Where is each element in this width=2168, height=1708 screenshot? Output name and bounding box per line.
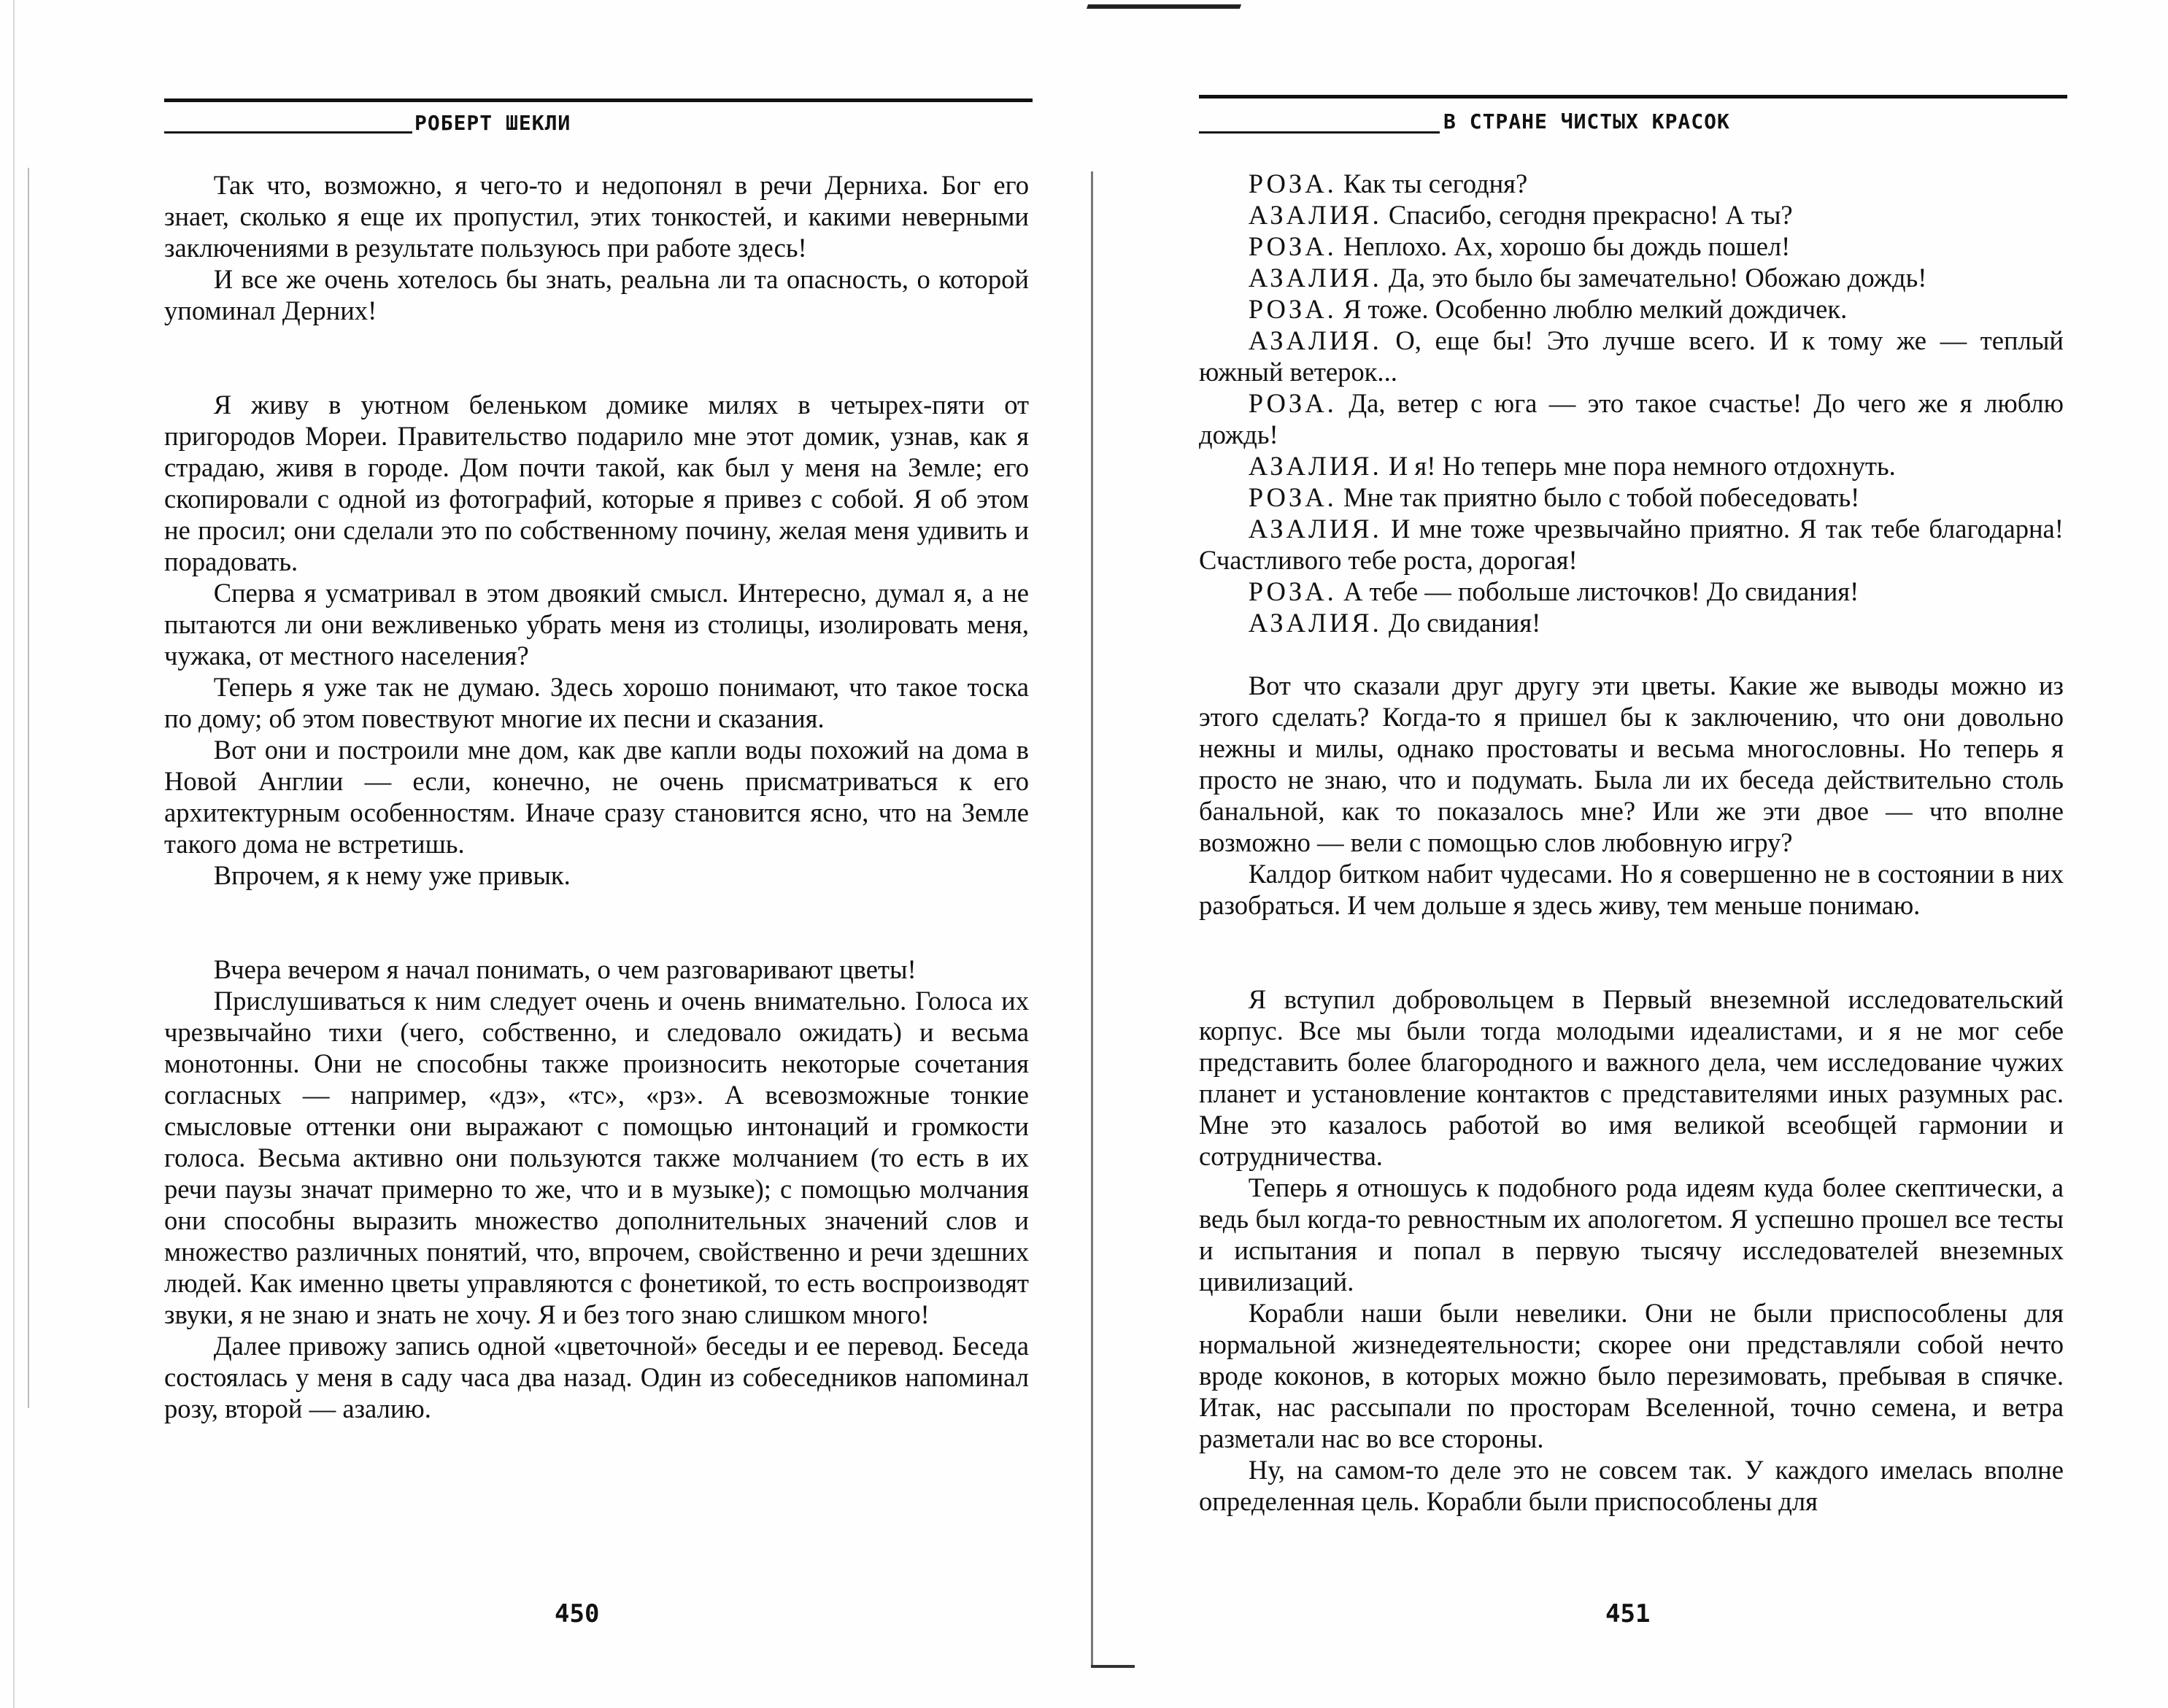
- dialogue-line: [1199, 262, 2064, 293]
- dialogue-speaker: АЗАЛИЯ.: [1248, 608, 1382, 638]
- dialogue-speaker: АЗАЛИЯ.: [1248, 325, 1382, 355]
- right-body-text: [1199, 168, 2064, 1517]
- left-header-underline: [164, 131, 412, 134]
- dialogue-line: [1199, 576, 2064, 607]
- dialogue-text: А тебе — побольше листочков! До свидания!: [1343, 576, 1859, 606]
- left-body-text: [164, 169, 1029, 1424]
- dialogue-line: [1199, 293, 2064, 325]
- right-header-top-rule: [1199, 95, 2067, 98]
- paragraph: Впрочем, я к нему уже привык.: [213, 860, 571, 890]
- paragraph: Я живу в уютном беленьком домике милях в четырех-пяти от пригородов Мореи. Правительство подарило мне этот домик, узнав, как я страдаю, живя в городе. Дом почти такой, как был у меня на Земле; его скопировали с одной из фотографий, которые я привез с собой. Я об этом не просил; они сделали это по собственному почину, желая меня удивить и порадовать.: [164, 390, 1029, 576]
- dialogue-speaker: РОЗА.: [1248, 231, 1337, 261]
- right-page-number: 451: [1605, 1599, 1651, 1628]
- dialogue-speaker: АЗАЛИЯ.: [1248, 200, 1382, 230]
- dialogue-text: Неплохо. Ах, хорошо бы дождь пошел!: [1343, 231, 1791, 261]
- dialogue-line: [1199, 199, 2064, 231]
- paragraph: Сперва я усматривал в этом двоякий смысл. Интересно, думал я, а не пытаются ли они вежливенько убрать меня из столицы, изолировать меня, чужака, от местного населения?: [164, 578, 1029, 671]
- paragraph: Я вступил добровольцем в Первый внеземной исследовательский корпус. Все мы были тогда молодыми идеалистами, и я не мог себе представить более благородного и важного дела, чем исследование чужих планет и установление контактов с представителями иных разумных рас. Мне это казалось работой во имя великой всеобщей гармонии и сотрудничества.: [1199, 984, 2064, 1171]
- paragraph: Теперь я уже так не думаю. Здесь хорошо понимают, что такое тоска по дому; об этом повествуют многие их песни и сказания.: [164, 672, 1029, 733]
- dialogue-text: До свидания!: [1388, 608, 1541, 638]
- left-edge-mark: [13, 0, 15, 1708]
- paragraph: Вот что сказали друг другу эти цветы. Какие же выводы можно из этого сделать? Когда-то я пришел бы к заключению, что они довольно нежны и милы, однако простоваты и весьма многословны. Но теперь я просто не знаю, что и подумать. Была ли их беседа действительно столь банальной, как то показалось мне? Или же эти двое — что вполне возможно — вели с помощью слов любовную игру?: [1199, 671, 2064, 857]
- dialogue-line: [1199, 231, 2064, 262]
- dialogue-line: [1199, 450, 2064, 482]
- left-edge-mark: [28, 168, 29, 1408]
- paragraph: Далее привожу запись одной «цветочной» беседы и ее перевод. Беседа состоялась у меня в саду часа два назад. Один из собеседников напоминал розу, второй — азалию.: [164, 1331, 1029, 1423]
- dialogue-text: Как ты сегодня?: [1343, 169, 1528, 198]
- right-header-underline: [1199, 131, 1440, 134]
- dialogue-line: [1199, 607, 2064, 638]
- dialogue-text: И мне тоже чрезвычайно приятно. Я так тебе благодарна! Счастливого тебе роста, дорогая!: [1199, 514, 2064, 575]
- paragraph: Корабли наши были невелики. Они не были приспособлены для нормальной жизнедеятельности; скорее они представляли собой нечто вроде коконов, в которых можно было перезимовать, пребывая в спячке. Итак, нас рассыпали по просторам Вселенной, точно семена, и ветра разметали нас во все стороны.: [1199, 1298, 2064, 1453]
- paragraph: Вчера вечером я начал понимать, о чем разговаривают цветы!: [213, 954, 917, 984]
- dialogue-text: Да, это было бы замечательно! Обожаю дождь!: [1388, 263, 1927, 293]
- dialogue-text: О, еще бы! Это лучше всего. И к тому же — теплый южный ветерок...: [1199, 325, 2064, 387]
- paragraph: Вот они и построили мне дом, как две капли воды похожий на дома в Новой Англии — если, конечно, не очень присматриваться к его архитектурным особенностям. Иначе сразу становится ясно, что на Земле такого дома не встретишь.: [164, 735, 1029, 859]
- right-running-header: В СТРАНЕ ЧИСТЫХ КРАСОК: [1443, 109, 1730, 134]
- dialogue-speaker: РОЗА.: [1248, 576, 1337, 606]
- dialogue-speaker: АЗАЛИЯ.: [1248, 263, 1382, 293]
- dialogue-text: Спасибо, сегодня прекрасно! А ты?: [1388, 200, 1793, 230]
- paragraph: Так что, возможно, я чего-то и недопонял в речи Дерниха. Бог его знает, сколько я еще их пропустил, этих тонкостей, и какими неверными заключениями в результате пользуюсь при работе здесь!: [164, 170, 1029, 263]
- paragraph: Ну, на самом-то деле это не совсем так. У каждого имелась вполне определенная цель. Корабли были приспособлены для: [1199, 1455, 2064, 1516]
- dialogue-speaker: РОЗА.: [1248, 482, 1337, 512]
- dialogue-speaker: РОЗА.: [1248, 169, 1337, 198]
- dialogue-speaker: РОЗА.: [1248, 388, 1337, 418]
- paragraph: Теперь я отношусь к подобного рода идеям куда более скептически, а ведь был когда-то ревностным их апологетом. Я успешно прошел все тесты и испытания и попал в первую тысячу исследователей внеземных цивилизаций.: [1199, 1172, 2064, 1297]
- left-page: [0, 0, 1080, 1708]
- paragraph: Прислушиваться к ним следует очень и очень внимательно. Голоса их чрезвычайно тихи (чего, собственно, и следовало ожидать) и весьма монотонны. Они не способны также произносить некоторые сочетания согласных — например, «дз», «тс», «рз». А всевозможные тонкие смысловые оттенки они выражают с помощью интонаций и громкости голоса. Весьма активно они пользуются также молчанием (то есть в их речи паузы значат примерно то же, что и в музыке); с помощью молчания они способны выразить множество дополнительных значений слов и множество различных понятий, что, впрочем, свойственно и речи здешних людей. Как именно цветы управляются с фонетикой, то есть воспроизводят звуки, я не знаю и знать не хочу. Я и без того знаю слишком много!: [164, 986, 1029, 1329]
- dialogue-text: Мне так приятно было с тобой побеседовать!: [1343, 482, 1860, 512]
- dialogue-speaker: РОЗА.: [1248, 294, 1337, 324]
- paragraph: И все же очень хотелось бы знать, реальна ли та опасность, о которой упоминал Дерних!: [164, 264, 1029, 325]
- dialogue-text: И я! Но теперь мне пора немного отдохнуть.: [1388, 451, 1896, 481]
- dialogue-line: [1199, 387, 2064, 450]
- dialogue-text: Я тоже. Особенно люблю мелкий дождичек.: [1343, 294, 1848, 324]
- dialogue-speaker: АЗАЛИЯ.: [1248, 514, 1382, 544]
- paragraph: Калдор битком набит чудесами. Но я совершенно не в состоянии в них разобраться. И чем дольше я здесь живу, тем меньше понимаю.: [1199, 859, 2064, 920]
- right-page: [1095, 0, 2168, 1708]
- left-running-header: РОБЕРТ ШЕКЛИ: [414, 111, 571, 135]
- left-page-number: 450: [555, 1599, 600, 1628]
- dialogue-text: Да, ветер с юга — это такое счастье! До чего же я люблю дождь!: [1199, 388, 2064, 449]
- dialogue-line: [1199, 482, 2064, 513]
- dialogue: [1199, 168, 2064, 638]
- spine-line: [1091, 171, 1093, 1667]
- dialogue-line: [1199, 168, 2064, 199]
- dialogue-line: [1199, 325, 2064, 387]
- dialogue-line: [1199, 513, 2064, 576]
- dialogue-speaker: АЗАЛИЯ.: [1248, 451, 1382, 481]
- left-header-top-rule: [164, 98, 1033, 102]
